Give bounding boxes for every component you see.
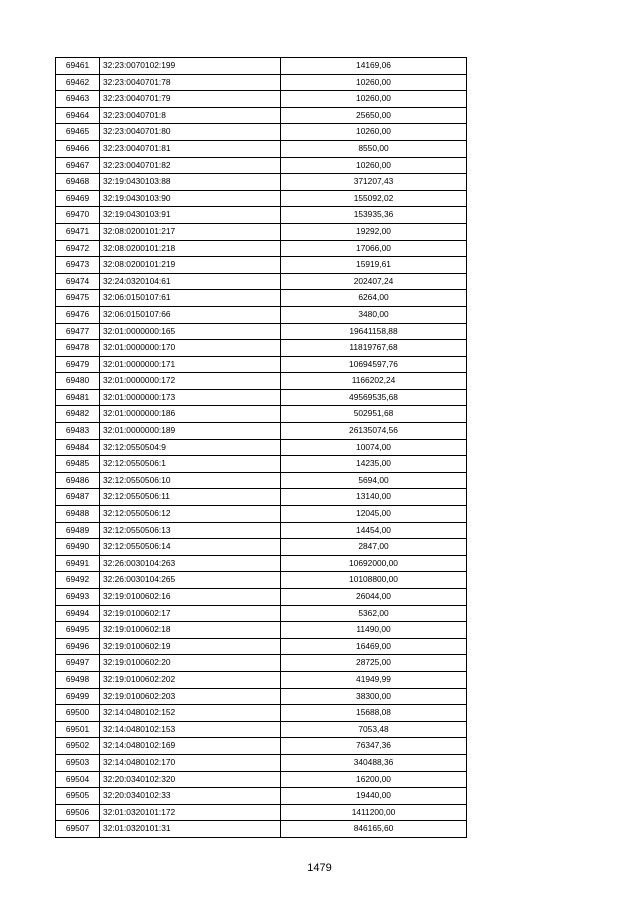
value-cell: 155092,02 [281, 190, 467, 207]
cadastral-number-cell: 32:01:0000000:170 [100, 340, 281, 357]
table-row [56, 456, 467, 473]
value-cell: 2847,00 [281, 539, 467, 556]
table-row [56, 124, 467, 141]
value-cell: 15688,08 [281, 705, 467, 722]
table-row [56, 91, 467, 108]
cadastral-number-cell: 32:12:0550506:1 [100, 456, 281, 473]
cadastral-number-cell: 32:26:0030104:265 [100, 572, 281, 589]
table-row [56, 489, 467, 506]
value-cell: 1411200,00 [281, 804, 467, 821]
value-cell: 153935,36 [281, 207, 467, 224]
value-cell: 10074,00 [281, 439, 467, 456]
value-cell: 371207,43 [281, 174, 467, 191]
table-row [56, 655, 467, 672]
table-row [56, 389, 467, 406]
row-number-cell: 69492 [56, 572, 100, 589]
row-number-cell: 69468 [56, 174, 100, 191]
value-cell: 38300,00 [281, 688, 467, 705]
row-number-cell: 69462 [56, 74, 100, 91]
table-row [56, 472, 467, 489]
cadastral-number-cell: 32:01:0000000:186 [100, 406, 281, 423]
table-row [56, 423, 467, 440]
row-number-cell: 69499 [56, 688, 100, 705]
cadastral-number-cell: 32:12:0550506:14 [100, 539, 281, 556]
row-number-cell: 69475 [56, 290, 100, 307]
cadastral-number-cell: 32:01:0000000:172 [100, 373, 281, 390]
value-cell: 26044,00 [281, 589, 467, 606]
row-number-cell: 69478 [56, 340, 100, 357]
cadastral-number-cell: 32:14:0480102:152 [100, 705, 281, 722]
cadastral-number-cell: 32:19:0430103:91 [100, 207, 281, 224]
row-number-cell: 69464 [56, 107, 100, 124]
cadastral-number-cell: 32:12:0550506:13 [100, 522, 281, 539]
row-number-cell: 69485 [56, 456, 100, 473]
value-cell: 5362,00 [281, 605, 467, 622]
table-row [56, 522, 467, 539]
cadastral-number-cell: 32:23:0040701:81 [100, 140, 281, 157]
row-number-cell: 69504 [56, 771, 100, 788]
table-row [56, 140, 467, 157]
cadastral-number-cell: 32:23:0040701:79 [100, 91, 281, 108]
row-number-cell: 69506 [56, 804, 100, 821]
cadastral-number-cell: 32:01:0000000:165 [100, 323, 281, 340]
table-row [56, 240, 467, 257]
cadastral-number-cell: 32:14:0480102:169 [100, 738, 281, 755]
cadastral-number-cell: 32:19:0100602:18 [100, 622, 281, 639]
value-cell: 10692000,00 [281, 555, 467, 572]
row-number-cell: 69490 [56, 539, 100, 556]
cadastral-number-cell: 32:23:0040701:80 [100, 124, 281, 141]
table-row [56, 589, 467, 606]
value-cell: 10260,00 [281, 91, 467, 108]
row-number-cell: 69483 [56, 423, 100, 440]
row-number-cell: 69465 [56, 124, 100, 141]
table-row [56, 323, 467, 340]
row-number-cell: 69500 [56, 705, 100, 722]
table-row [56, 638, 467, 655]
cadastral-number-cell: 32:08:0200101:218 [100, 240, 281, 257]
table-row [56, 406, 467, 423]
value-cell: 502951,68 [281, 406, 467, 423]
cadastral-number-cell: 32:01:0320101:172 [100, 804, 281, 821]
row-number-cell: 69489 [56, 522, 100, 539]
row-number-cell: 69466 [56, 140, 100, 157]
table-row [56, 306, 467, 323]
cadastral-number-cell: 32:06:0150107:61 [100, 290, 281, 307]
row-number-cell: 69487 [56, 489, 100, 506]
cadastral-number-cell: 32:12:0550504:9 [100, 439, 281, 456]
row-number-cell: 69491 [56, 555, 100, 572]
row-number-cell: 69501 [56, 721, 100, 738]
cadastral-number-cell: 32:20:0340102:33 [100, 788, 281, 805]
value-cell: 11490,00 [281, 622, 467, 639]
row-number-cell: 69493 [56, 589, 100, 606]
table-row [56, 190, 467, 207]
row-number-cell: 69477 [56, 323, 100, 340]
table-row [56, 290, 467, 307]
row-number-cell: 69470 [56, 207, 100, 224]
cadastral-number-cell: 32:23:0040701:8 [100, 107, 281, 124]
row-number-cell: 69498 [56, 671, 100, 688]
value-cell: 10260,00 [281, 124, 467, 141]
table-row [56, 738, 467, 755]
value-cell: 13140,00 [281, 489, 467, 506]
value-cell: 19292,00 [281, 223, 467, 240]
cadastral-number-cell: 32:19:0100602:202 [100, 671, 281, 688]
row-number-cell: 69461 [56, 58, 100, 75]
value-cell: 14169,06 [281, 58, 467, 75]
cadastral-number-cell: 32:19:0100602:19 [100, 638, 281, 655]
row-number-cell: 69476 [56, 306, 100, 323]
row-number-cell: 69481 [56, 389, 100, 406]
row-number-cell: 69463 [56, 91, 100, 108]
row-number-cell: 69469 [56, 190, 100, 207]
table-row [56, 605, 467, 622]
cadastral-number-cell: 32:12:0550506:11 [100, 489, 281, 506]
value-cell: 340488,36 [281, 754, 467, 771]
value-cell: 17066,00 [281, 240, 467, 257]
cadastral-number-cell: 32:06:0150107:66 [100, 306, 281, 323]
row-number-cell: 69505 [56, 788, 100, 805]
row-number-cell: 69486 [56, 472, 100, 489]
cadastral-number-cell: 32:01:0000000:189 [100, 423, 281, 440]
value-cell: 16200,00 [281, 771, 467, 788]
cadastral-value-table [55, 57, 467, 838]
row-number-cell: 69503 [56, 754, 100, 771]
table-row [56, 506, 467, 523]
cadastral-number-cell: 32:24:0320104:61 [100, 273, 281, 290]
table-row [56, 273, 467, 290]
cadastral-number-cell: 32:12:0550506:12 [100, 506, 281, 523]
table-row [56, 771, 467, 788]
table-row [56, 788, 467, 805]
table-row [56, 157, 467, 174]
value-cell: 15919,61 [281, 257, 467, 274]
row-number-cell: 69497 [56, 655, 100, 672]
cadastral-number-cell: 32:12:0550506:10 [100, 472, 281, 489]
value-cell: 19641158,88 [281, 323, 467, 340]
cadastral-number-cell: 32:26:0030104:263 [100, 555, 281, 572]
cadastral-number-cell: 32:19:0100602:17 [100, 605, 281, 622]
table-row [56, 257, 467, 274]
row-number-cell: 69494 [56, 605, 100, 622]
value-cell: 49569535,68 [281, 389, 467, 406]
table-row [56, 721, 467, 738]
table-body [56, 58, 467, 838]
row-number-cell: 69479 [56, 356, 100, 373]
table-row [56, 340, 467, 357]
table-row [56, 622, 467, 639]
cadastral-number-cell: 32:14:0480102:170 [100, 754, 281, 771]
table-row [56, 107, 467, 124]
table-row [56, 705, 467, 722]
value-cell: 10108800,00 [281, 572, 467, 589]
table-row [56, 539, 467, 556]
table-row [56, 688, 467, 705]
row-number-cell: 69496 [56, 638, 100, 655]
row-number-cell: 69482 [56, 406, 100, 423]
table-row [56, 58, 467, 75]
table-row [56, 754, 467, 771]
value-cell: 26135074,56 [281, 423, 467, 440]
row-number-cell: 69484 [56, 439, 100, 456]
cadastral-number-cell: 32:19:0100602:16 [100, 589, 281, 606]
cadastral-number-cell: 32:19:0100602:203 [100, 688, 281, 705]
table-row [56, 572, 467, 589]
cadastral-number-cell: 32:14:0480102:153 [100, 721, 281, 738]
table-row [56, 439, 467, 456]
table-row [56, 356, 467, 373]
row-number-cell: 69474 [56, 273, 100, 290]
cadastral-number-cell: 32:23:0070102:199 [100, 58, 281, 75]
page-number: 1479 [307, 862, 332, 874]
value-cell: 28725,00 [281, 655, 467, 672]
table-row [56, 373, 467, 390]
cadastral-number-cell: 32:08:0200101:219 [100, 257, 281, 274]
value-cell: 14454,00 [281, 522, 467, 539]
value-cell: 6264,00 [281, 290, 467, 307]
cadastral-number-cell: 32:01:0320101:31 [100, 821, 281, 838]
row-number-cell: 69473 [56, 257, 100, 274]
value-cell: 10260,00 [281, 157, 467, 174]
cadastral-number-cell: 32:20:0340102:320 [100, 771, 281, 788]
row-number-cell: 69467 [56, 157, 100, 174]
cadastral-number-cell: 32:19:0100602:20 [100, 655, 281, 672]
cadastral-number-cell: 32:08:0200101:217 [100, 223, 281, 240]
cadastral-number-cell: 32:23:0040701:82 [100, 157, 281, 174]
cadastral-number-cell: 32:01:0000000:173 [100, 389, 281, 406]
cadastral-number-cell: 32:23:0040701:78 [100, 74, 281, 91]
table-row [56, 821, 467, 838]
row-number-cell: 69488 [56, 506, 100, 523]
value-cell: 5694,00 [281, 472, 467, 489]
cadastral-number-cell: 32:19:0430103:88 [100, 174, 281, 191]
row-number-cell: 69495 [56, 622, 100, 639]
value-cell: 41949,99 [281, 671, 467, 688]
table-row [56, 207, 467, 224]
value-cell: 10260,00 [281, 74, 467, 91]
table-row [56, 555, 467, 572]
row-number-cell: 69502 [56, 738, 100, 755]
value-cell: 202407,24 [281, 273, 467, 290]
value-cell: 8550,00 [281, 140, 467, 157]
value-cell: 3480,00 [281, 306, 467, 323]
value-cell: 12045,00 [281, 506, 467, 523]
row-number-cell: 69472 [56, 240, 100, 257]
value-cell: 1166202,24 [281, 373, 467, 390]
table-row [56, 174, 467, 191]
table-row [56, 223, 467, 240]
row-number-cell: 69507 [56, 821, 100, 838]
row-number-cell: 69471 [56, 223, 100, 240]
cadastral-number-cell: 32:01:0000000:171 [100, 356, 281, 373]
value-cell: 10694597,76 [281, 356, 467, 373]
cadastral-number-cell: 32:19:0430103:90 [100, 190, 281, 207]
value-cell: 11819767,68 [281, 340, 467, 357]
value-cell: 14235,00 [281, 456, 467, 473]
value-cell: 846165,60 [281, 821, 467, 838]
value-cell: 76347,36 [281, 738, 467, 755]
value-cell: 16469,00 [281, 638, 467, 655]
value-cell: 19440,00 [281, 788, 467, 805]
value-cell: 25650,00 [281, 107, 467, 124]
table-row [56, 671, 467, 688]
table-row [56, 74, 467, 91]
table-row [56, 804, 467, 821]
value-cell: 7053,48 [281, 721, 467, 738]
row-number-cell: 69480 [56, 373, 100, 390]
